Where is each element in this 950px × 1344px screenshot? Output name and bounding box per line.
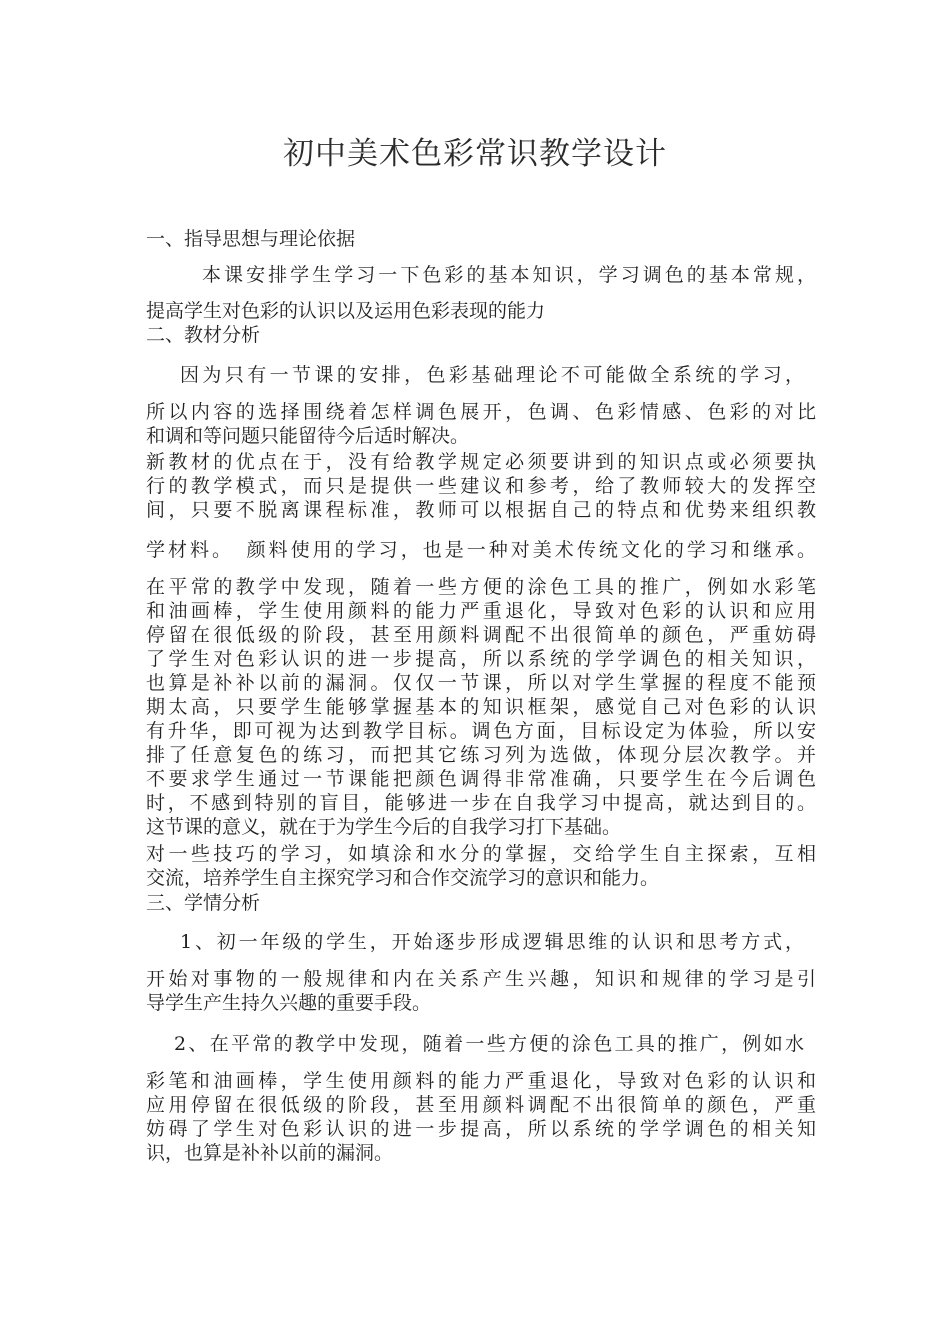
paragraph-line: 本课安排学生学习一下色彩的基本知识，学习调色的基本常规， xyxy=(202,264,816,286)
section-heading-guiding-thought: 一、指导思想与理论依据 xyxy=(146,228,356,250)
paragraph-line: 行的教学模式，而只是提供一些建议和参考，给了教师较大的发挥空 xyxy=(146,475,816,497)
paragraph-line: 开始对事物的一般规律和内在关系产生兴趣，知识和规律的学习是引 xyxy=(146,968,816,990)
paragraph-line: 1、初一年级的学生，开始逐步形成逻辑思维的认识和思考方式， xyxy=(180,931,804,953)
paragraph-line: 交流，培养学生自主探究学习和合作交流学习的意识和能力。 xyxy=(146,867,660,889)
paragraph-line: 这节课的意义，就在于为学生今后的自我学习打下基础。 xyxy=(146,816,622,838)
paragraph-line: 彩笔和油画棒，学生使用颜料的能力严重退化，导致对色彩的认识和 xyxy=(146,1070,816,1092)
paragraph-line: 因为只有一节课的安排，色彩基础理论不可能做全系统的学习， xyxy=(180,364,804,386)
paragraph-line: 在平常的教学中发现，随着一些方便的涂色工具的推广，例如水彩笔 xyxy=(146,576,816,598)
paragraph-line: 妨碍了学生对色彩认识的进一步提高，所以系统的学学调色的相关知 xyxy=(146,1118,816,1140)
paragraph-line: 新教材的优点在于，没有给教学规定必须要讲到的知识点或必须要执 xyxy=(146,451,816,473)
paragraph-line: 不要求学生通过一节课能把颜色调得非常准确，只要学生在今后调色 xyxy=(146,768,816,790)
paragraph-line: 了学生对色彩认识的进一步提高，所以系统的学学调色的相关知识， xyxy=(146,648,816,670)
paragraph-line: 导学生产生持久兴趣的重要手段。 xyxy=(146,992,432,1014)
paragraph-line: 也算是补补以前的漏洞。仅仅一节课，所以对学生掌握的程度不能预 xyxy=(146,672,816,694)
paragraph-line: 学材料。 颜料使用的学习，也是一种对美术传统文化的学习和继承。 xyxy=(146,539,816,561)
paragraph-line: 和油画棒，学生使用颜料的能力严重退化，导致对色彩的认识和应用 xyxy=(146,600,816,622)
paragraph-line: 排了任意复色的练习，而把其它练习列为选做，体现分层次教学。并 xyxy=(146,744,816,766)
paragraph-line: 识，也算是补补以前的漏洞。 xyxy=(146,1142,394,1164)
paragraph-line: 应用停留在很低级的阶段，甚至用颜料调配不出很简单的颜色，严重 xyxy=(146,1094,816,1116)
paragraph-line: 停留在很低级的阶段，甚至用颜料调配不出很简单的颜色，严重妨碍 xyxy=(146,624,816,646)
document-title: 初中美术色彩常识教学设计 xyxy=(283,136,667,172)
paragraph-line: 间，只要不脱离课程标准，教师可以根据自己的特点和优势来组织教 xyxy=(146,499,816,521)
section-heading-student-analysis: 三、学情分析 xyxy=(146,892,261,914)
paragraph-line: 时，不感到特别的盲目，能够进一步在自我学习中提高，就达到目的。 xyxy=(146,792,816,814)
paragraph-line: 对一些技巧的学习，如填涂和水分的掌握，交给学生自主探索，互相 xyxy=(146,843,816,865)
paragraph-line: 期太高，只要学生能够掌握基本的知识框架，感觉自己对色彩的认识 xyxy=(146,696,816,718)
paragraph-line: 有升华，即可视为达到教学目标。调色方面，目标设定为体验，所以安 xyxy=(146,720,816,742)
section-heading-textbook-analysis: 二、教材分析 xyxy=(146,324,261,346)
paragraph-line: 提高学生对色彩的认识以及运用色彩表现的能力 xyxy=(146,300,546,322)
paragraph-line: 和调和等问题只能留待今后适时解决。 xyxy=(146,425,470,447)
paragraph-line: 2、在平常的教学中发现，随着一些方便的涂色工具的推广，例如水 xyxy=(174,1033,804,1055)
paragraph-line: 所以内容的选择围绕着怎样调色展开，色调、色彩情感、色彩的对比 xyxy=(146,401,816,423)
